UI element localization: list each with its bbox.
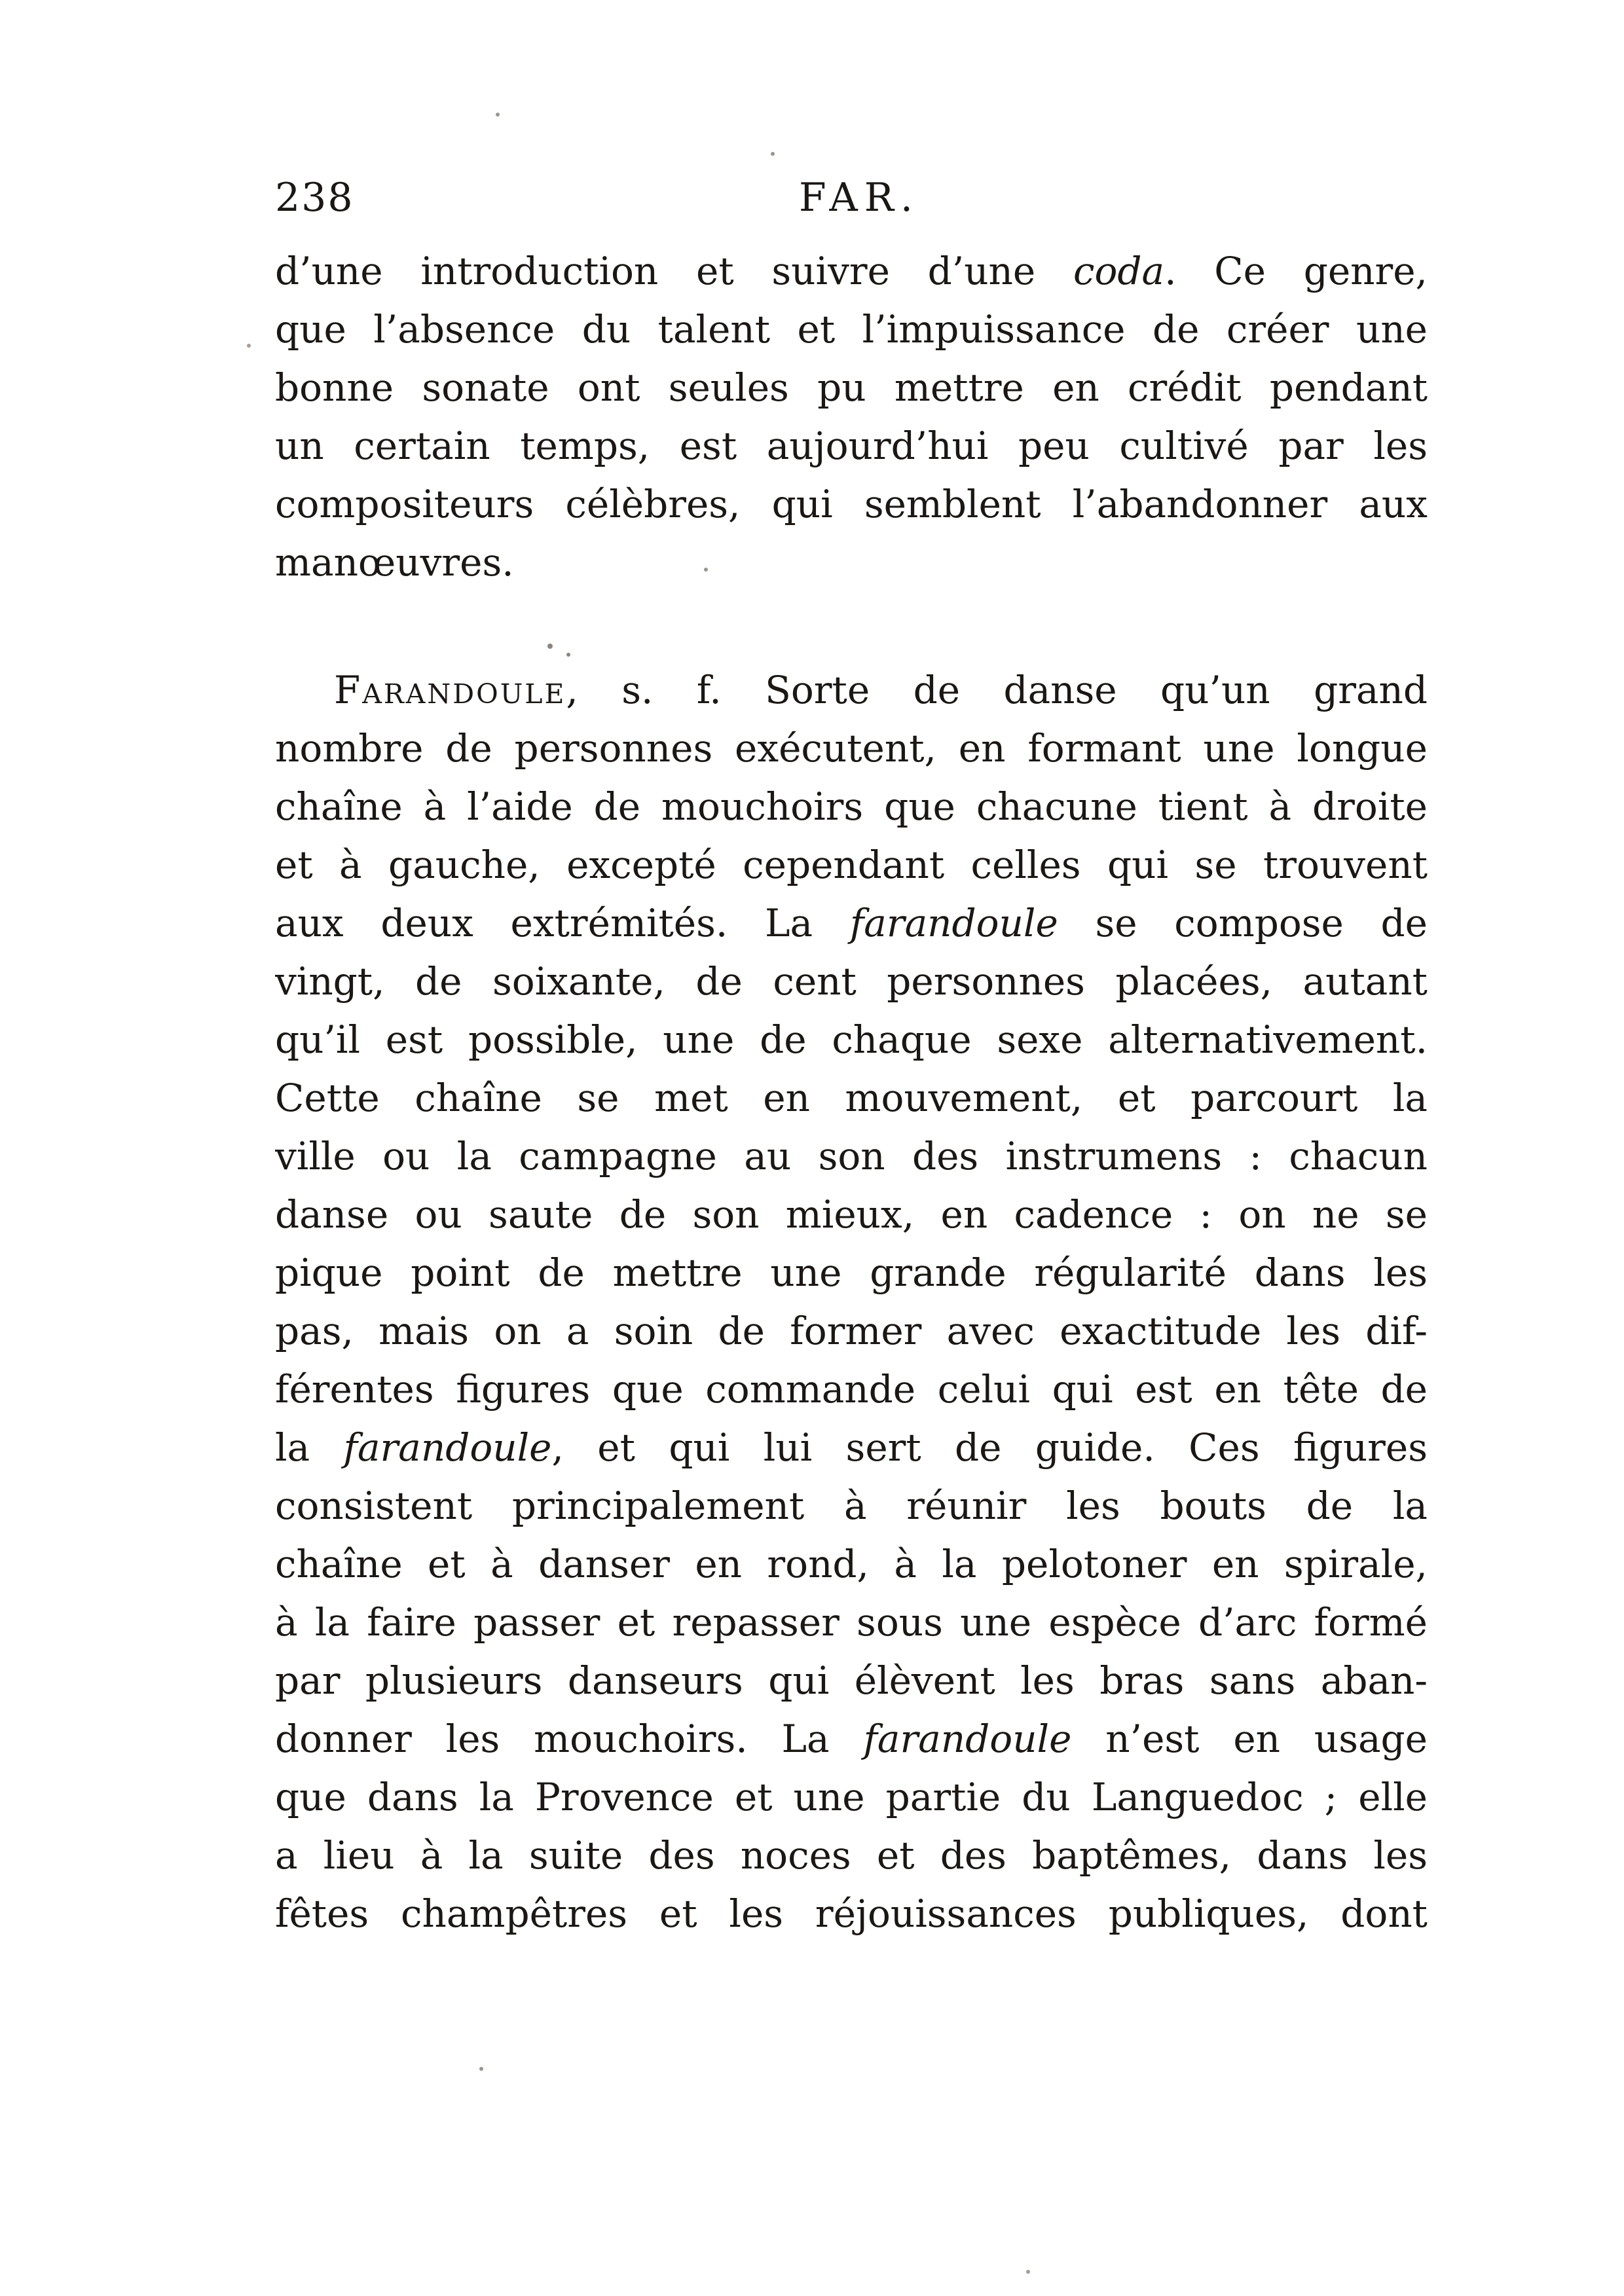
running-head: FAR. [799, 175, 919, 221]
text-line: ville ou la campagne au son des instrumens : chacun [275, 1134, 1428, 1178]
text-line: vingt, de soixante, de cent personnes placées, autant [275, 959, 1428, 1004]
text-line: aux deux extrémités. La farandoule se compose de [275, 901, 1428, 945]
text-line: à la faire passer et repasser sous une espèce d’arc formé [275, 1600, 1428, 1645]
paragraph-coda [275, 242, 1428, 592]
page-header [262, 172, 1375, 230]
text-line: la farandoule, et qui lui sert de guide. Ces figures [275, 1425, 1428, 1470]
text-line: que dans la Provence et une partie du Languedoc ; elle [275, 1775, 1428, 1819]
text-line: pas, mais on a soin de former avec exactitude les dif- [275, 1309, 1428, 1353]
text-line: d’une introduction et suivre d’une coda. Ce genre, [275, 249, 1428, 293]
text-line: Cette chaîne se met en mouvement, et parcourt la [275, 1076, 1428, 1120]
text-line: bonne sonate ont seules pu mettre en crédit pendant [275, 365, 1428, 410]
text-line: que l’absence du talent et l’impuissance de créer une [275, 307, 1428, 352]
text-line: donner les mouchoirs. La farandoule n’est en usage [275, 1717, 1428, 1761]
entry-first-line [275, 661, 1428, 720]
text-line: par plusieurs danseurs qui élèvent les bras sans aban- [275, 1658, 1428, 1703]
entry-definition-start: , s. f. Sorte de danse qu’un grand [566, 668, 1428, 712]
text-line: compositeurs célèbres, qui semblent l’abandonner aux [275, 482, 1428, 526]
text-line: manœuvres. [275, 540, 514, 585]
headword: Farandoule [334, 668, 566, 712]
text-line: qu’il est possible, une de chaque sexe alternativement. [275, 1017, 1428, 1062]
text-line: nombre de personnes exécutent, en formant une longue [275, 726, 1428, 771]
text-line: a lieu à la suite des noces et des baptêmes, dans les [275, 1833, 1428, 1878]
page-number: 238 [275, 175, 354, 221]
text-line: chaîne à l’aide de mouchoirs que chacune tient à droite [275, 784, 1428, 829]
text-line: un certain temps, est aujourd’hui peu cultivé par les [275, 424, 1428, 468]
entry-farandoule [275, 661, 1428, 1943]
text-line: fêtes champêtres et les réjouissances publiques, dont [275, 1891, 1428, 1936]
text-line: consistent principalement à réunir les bouts de la [275, 1484, 1428, 1528]
text-line: chaîne et à danser en rond, à la pelotoner en spirale, [275, 1542, 1428, 1586]
text-line: pique point de mettre une grande régularité dans les [275, 1250, 1428, 1295]
text-line: férentes figures que commande celui qui est en tête de [275, 1367, 1428, 1412]
text-line: et à gauche, excepté cependant celles qui se trouvent [275, 843, 1428, 887]
text-line: danse ou saute de son mieux, en cadence : on ne se [275, 1192, 1428, 1237]
